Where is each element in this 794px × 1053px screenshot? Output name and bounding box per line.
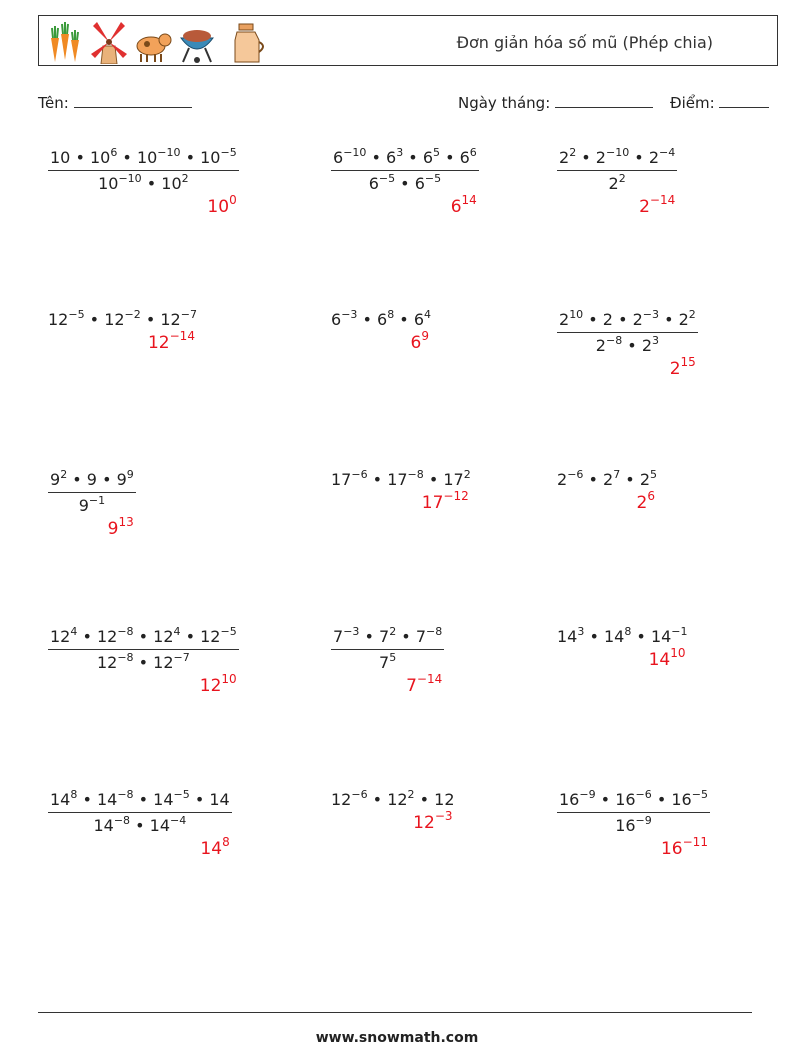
denominator: $6^{-5}$ • $6^{-5}$ xyxy=(331,170,479,193)
answer-8 xyxy=(421,489,469,513)
power-term: $10^2$ xyxy=(161,172,189,193)
power-term: $10^0$ xyxy=(207,193,237,217)
power-term: $12^{-3}$ xyxy=(413,809,453,833)
numerator: $14^8$ • $14^{-8}$ • $14^{-5}$ • 14 xyxy=(50,788,230,809)
fraction xyxy=(557,790,710,835)
problem-13 xyxy=(48,790,232,835)
grill-icon xyxy=(177,20,217,64)
fraction xyxy=(331,148,479,193)
power-term: $7^{-8}$ xyxy=(415,625,443,646)
denominator: $10^{-10}$ • $10^2$ xyxy=(48,170,239,193)
milk-jug-icon xyxy=(229,20,269,64)
power-term: $10^6$ xyxy=(89,146,118,167)
power-term: $6^4$ xyxy=(413,308,431,329)
footer-url: www.snowmath.com xyxy=(315,1030,479,1046)
problem-11 xyxy=(331,627,444,672)
answer-7 xyxy=(107,515,134,539)
power-term: $12^2$ xyxy=(387,788,415,809)
answer-12 xyxy=(648,646,686,670)
fraction xyxy=(557,310,698,355)
numerator: $12^4$ • $12^{-8}$ • $12^4$ • $12^{-5}$ xyxy=(50,625,237,646)
power-term: $7^5$ xyxy=(379,651,397,672)
answer-10 xyxy=(199,672,237,696)
problem-10 xyxy=(48,627,239,672)
power-term: $14^8$ xyxy=(50,788,78,809)
worksheet-header xyxy=(38,15,778,66)
power-term: $12^4$ xyxy=(50,625,78,646)
power-term: $14^8$ xyxy=(603,625,632,646)
power-term: $2^2$ xyxy=(678,308,696,329)
date-blank[interactable] xyxy=(555,95,653,108)
problem-9: $2^{-6}$ • $2^7$ • $2^5$ xyxy=(557,468,657,489)
denominator xyxy=(557,170,677,193)
power-term: $2^{-6}$ xyxy=(557,468,584,489)
power-term: $12^{-14}$ xyxy=(147,329,195,353)
answer-5 xyxy=(410,329,429,353)
power-term: $14^{-8}$ xyxy=(93,814,131,835)
problem-1 xyxy=(48,148,239,193)
power-term: $14^{10}$ xyxy=(648,646,686,670)
power-term: 2 xyxy=(602,310,613,329)
power-term: $6^{-10}$ xyxy=(333,146,367,167)
power-term: $17^{-12}$ xyxy=(421,489,469,513)
power-term: $2^{10}$ xyxy=(559,308,584,329)
power-term: 12 xyxy=(434,790,455,809)
answer-2 xyxy=(450,193,477,217)
power-term: $7^2$ xyxy=(379,625,397,646)
problem-3 xyxy=(557,148,677,193)
power-term: 14 xyxy=(209,790,230,809)
power-term: $2^{-10}$ xyxy=(595,146,630,167)
power-term: $9^{13}$ xyxy=(107,515,134,539)
worksheet-title: Đơn giản hóa số mũ (Phép chia) xyxy=(456,33,713,52)
problem-2 xyxy=(331,148,479,193)
denominator xyxy=(48,492,136,515)
power-term: $14^{-4}$ xyxy=(149,814,187,835)
power-term: $12^{-7}$ xyxy=(153,651,190,672)
power-term: $14^3$ xyxy=(557,625,585,646)
answer-13 xyxy=(200,835,230,859)
power-term: $6^5$ xyxy=(422,146,440,167)
power-term: $16^{-6}$ xyxy=(615,788,652,809)
power-term: $12^{10}$ xyxy=(199,672,237,696)
name-label: Tên: xyxy=(38,94,69,112)
windmill-icon xyxy=(89,20,129,64)
power-term: $12^4$ xyxy=(153,625,181,646)
power-term: $12^{-8}$ xyxy=(96,625,134,646)
power-term: $14^{-5}$ xyxy=(153,788,190,809)
answer-6 xyxy=(669,355,696,379)
power-term: $6^{-5}$ xyxy=(368,172,396,193)
answer-14 xyxy=(413,809,453,833)
fraction xyxy=(331,627,444,672)
answer-4 xyxy=(147,329,195,353)
power-term: $14^8$ xyxy=(200,835,230,859)
power-term: $12^{-5}$ xyxy=(48,308,85,329)
answer-1 xyxy=(207,193,237,217)
date-field xyxy=(458,94,653,112)
numerator: 10 • $10^6$ • $10^{-10}$ • $10^{-5}$ xyxy=(50,146,237,167)
power-term: $2^5$ xyxy=(639,468,657,489)
fraction xyxy=(48,470,136,515)
problem-15 xyxy=(557,790,710,835)
power-term: $12^{-5}$ xyxy=(200,625,237,646)
power-term: $14^{-8}$ xyxy=(96,788,134,809)
answer-9 xyxy=(636,489,655,513)
score-blank[interactable] xyxy=(719,95,769,108)
power-term: $17^2$ xyxy=(443,468,471,489)
power-term: $6^8$ xyxy=(377,308,395,329)
answer-15 xyxy=(660,835,708,859)
power-term: $7^{-3}$ xyxy=(333,625,360,646)
power-term: $12^{-7}$ xyxy=(160,308,197,329)
power-term: $6^6$ xyxy=(459,146,477,167)
problem-4: $12^{-5}$ • $12^{-2}$ • $12^{-7}$ xyxy=(48,308,197,329)
power-term: $9^{-1}$ xyxy=(78,494,106,515)
score-label: Điểm: xyxy=(670,94,715,112)
name-blank[interactable] xyxy=(74,95,192,108)
answer-3 xyxy=(639,193,676,217)
power-term: $16^{-9}$ xyxy=(559,788,596,809)
fraction xyxy=(557,148,677,193)
footer-divider xyxy=(38,1012,752,1013)
power-term: $17^{-6}$ xyxy=(331,468,368,489)
power-term: $14^{-1}$ xyxy=(650,625,688,646)
numerator: $9^2$ • 9 • $9^9$ xyxy=(50,468,134,489)
power-term: $2^2$ xyxy=(559,146,577,167)
numerator: $7^{-3}$ • $7^2$ • $7^{-8}$ xyxy=(333,625,443,646)
power-term: $6^{-5}$ xyxy=(414,172,442,193)
power-term: $2^{-14}$ xyxy=(639,193,676,217)
numerator: $2^{10}$ • 2 • $2^{-3}$ • $2^2$ xyxy=(559,308,696,329)
power-term: $2^{-8}$ xyxy=(595,334,623,355)
denominator xyxy=(331,649,444,672)
power-term: $2^3$ xyxy=(641,334,659,355)
denominator: $14^{-8}$ • $14^{-4}$ xyxy=(48,812,232,835)
name-field xyxy=(38,94,192,112)
problem-6 xyxy=(557,310,698,355)
fraction xyxy=(48,148,239,193)
numerator: $6^{-10}$ • $6^3$ • $6^5$ • $6^6$ xyxy=(333,146,477,167)
power-term: $2^6$ xyxy=(636,489,655,513)
denominator: $12^{-8}$ • $12^{-7}$ xyxy=(48,649,239,672)
power-term: $6^{-3}$ xyxy=(331,308,358,329)
carrots-icon xyxy=(45,20,85,64)
power-term: $6^3$ xyxy=(386,146,404,167)
power-term: 9 xyxy=(86,470,97,489)
problem-7 xyxy=(48,470,136,515)
problem-14: $12^{-6}$ • $12^2$ • 12 xyxy=(331,788,455,809)
power-term: $2^7$ xyxy=(603,468,621,489)
fraction xyxy=(48,627,239,672)
power-term: $12^{-8}$ xyxy=(96,651,134,672)
power-term: $9^2$ xyxy=(50,468,68,489)
problem-8: $17^{-6}$ • $17^{-8}$ • $17^2$ xyxy=(331,468,471,489)
power-term: $12^{-2}$ xyxy=(104,308,141,329)
power-term: $9^9$ xyxy=(116,468,134,489)
power-term: 10 xyxy=(50,148,71,167)
score-field xyxy=(670,94,769,112)
power-term: $6^9$ xyxy=(410,329,429,353)
power-term: $10^{-10}$ xyxy=(136,146,181,167)
fraction xyxy=(48,790,232,835)
cow-icon xyxy=(133,20,173,64)
answer-11 xyxy=(406,672,443,696)
power-term: $7^{-14}$ xyxy=(406,672,443,696)
power-term: $17^{-8}$ xyxy=(387,468,424,489)
power-term: $2^{-3}$ xyxy=(632,308,659,329)
power-term: $10^{-10}$ xyxy=(98,172,142,193)
power-term: $10^{-5}$ xyxy=(200,146,237,167)
numerator: $16^{-9}$ • $16^{-6}$ • $16^{-5}$ xyxy=(559,788,708,809)
power-term: $12^{-6}$ xyxy=(331,788,368,809)
power-term: $2^{15}$ xyxy=(669,355,696,379)
power-term: $16^{-9}$ xyxy=(615,814,652,835)
date-label: Ngày tháng: xyxy=(458,94,551,112)
power-term: $2^2$ xyxy=(608,172,626,193)
problem-5: $6^{-3}$ • $6^8$ • $6^4$ xyxy=(331,308,431,329)
denominator: $2^{-8}$ • $2^3$ xyxy=(557,332,698,355)
problem-12: $14^3$ • $14^8$ • $14^{-1}$ xyxy=(557,625,688,646)
denominator xyxy=(557,812,710,835)
power-term: $6^{14}$ xyxy=(450,193,477,217)
power-term: $2^{-4}$ xyxy=(648,146,676,167)
power-term: $16^{-11}$ xyxy=(660,835,708,859)
power-term: $16^{-5}$ xyxy=(671,788,708,809)
numerator: $2^2$ • $2^{-10}$ • $2^{-4}$ xyxy=(559,146,676,167)
